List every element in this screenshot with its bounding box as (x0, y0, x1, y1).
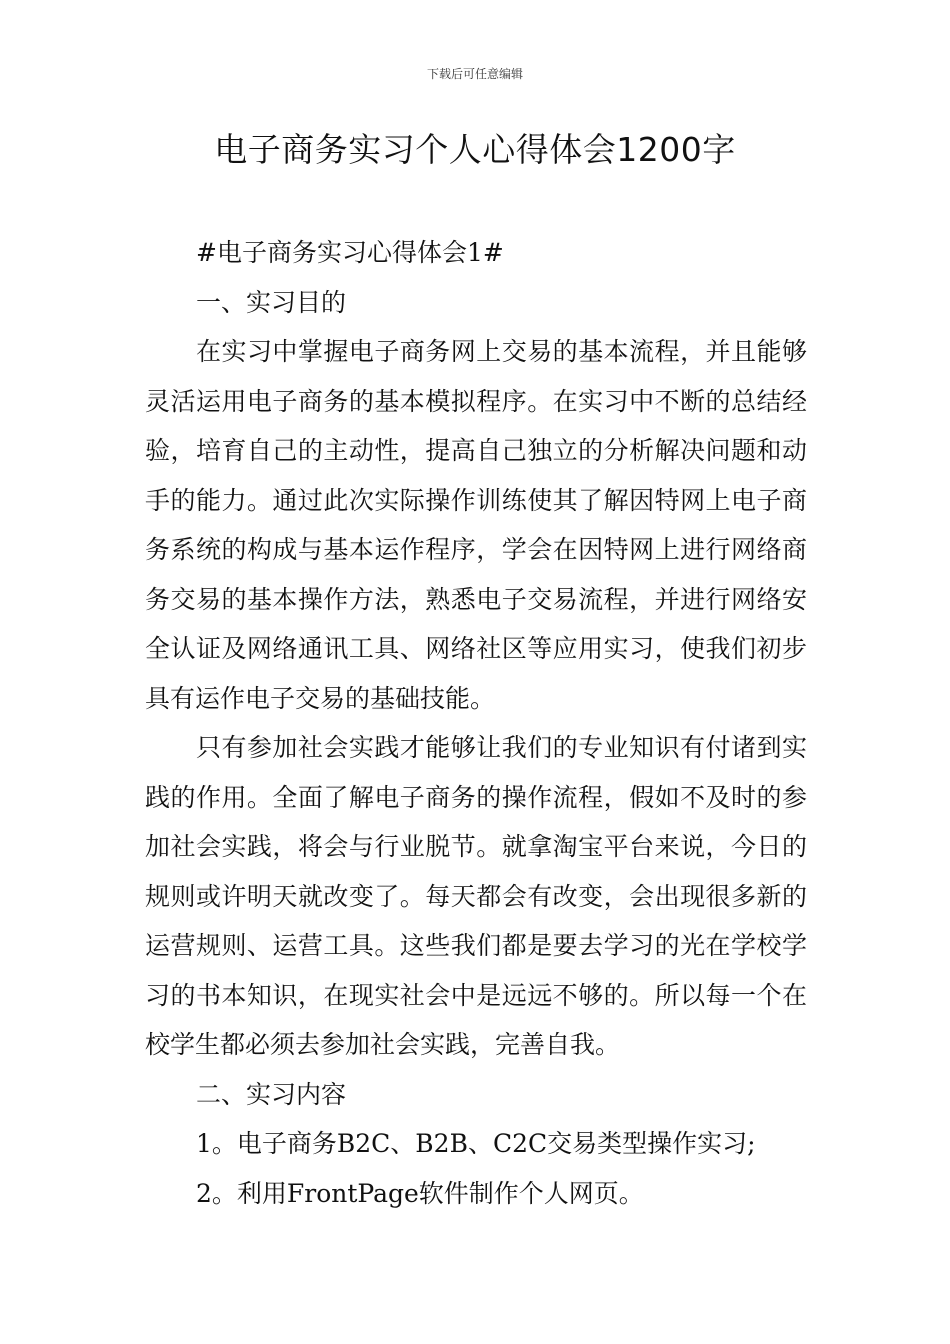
list-item-2: 2。利用FrontPage软件制作个人网页。 (196, 1178, 644, 1208)
paragraph-practice: 只有参加社会实践才能够让我们的专业知识有付诸到实践的作用。全面了解电子商务的操作流程，假如不及时的参加社会实践，将会与行业脱节。就拿淘宝平台来说，今日的规则或许明天就改变了。每天都会有改变，会出现很多新的运营规则、运营工具。这些我们都是要去学习的光在学校学习的书本知识，在现实社会中是远远不够的。所以每一个在校学生都必须去参加社会实践，完善自我。 (145, 733, 807, 1059)
section-marker: #电子商务实习心得体会1# (196, 238, 504, 267)
heading-purpose: 一、实习目的 (196, 287, 347, 317)
header-note: 下载后可任意编辑 (426, 67, 523, 81)
document-title: 电子商务实习个人心得体会1200字 (214, 130, 736, 169)
list-item-1: 1。电子商务B2C、B2B、C2C交易类型操作实习; (196, 1129, 756, 1158)
paragraph-purpose: 在实习中掌握电子商务网上交易的基本流程，并且能够灵活运用电子商务的基本模拟程序。在实习中不断的总结经验，培育自己的主动性，提高自己独立的分析解决问题和动手的能力。通过此次实际操作训练使其了解因特网上电子商务系统的构成与基本运作程序，学会在因特网上进行网络商务交易的基本操作方法，熟悉电子交易流程，并进行网络安全认证及网络通讯工具、网络社区等应用实习，使我们初步具有运作电子交易的基础技能。 (145, 337, 807, 713)
document-body (145, 228, 807, 1218)
heading-content: 二、实习内容 (196, 1079, 347, 1109)
